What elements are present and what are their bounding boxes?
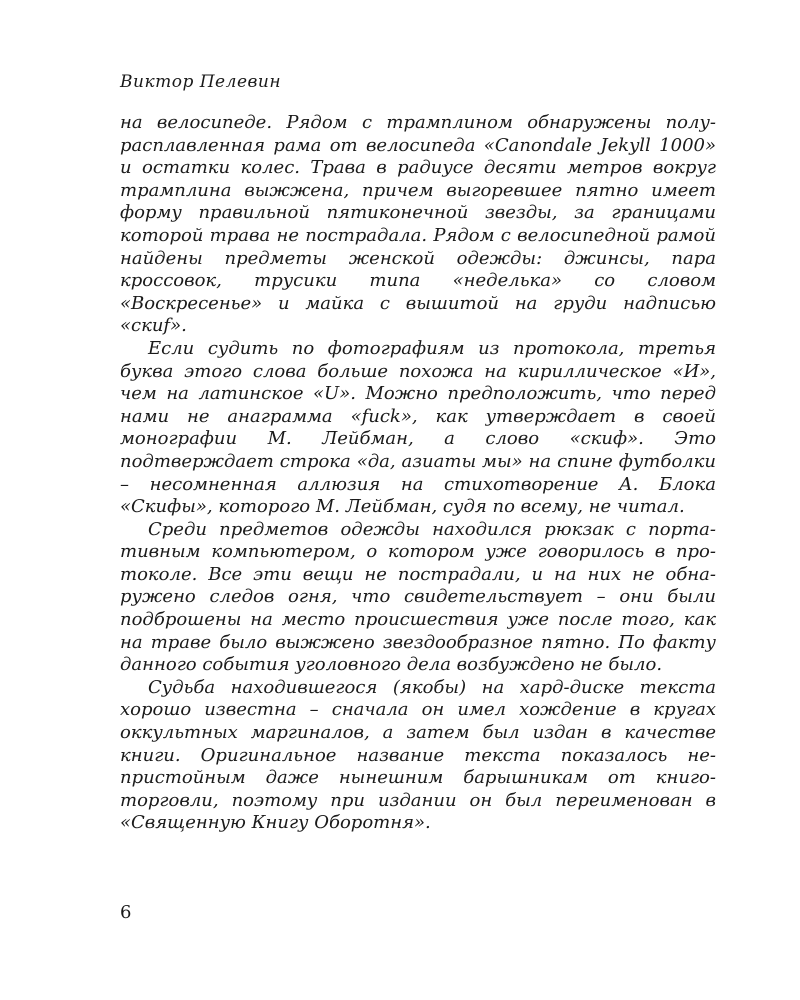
body-text [120,112,716,835]
paragraph-3: Среди предметов одежды находился рюкзак с портативным компьютером, о котором уже говорилось в протоколе. Все эти вещи не пострадали, и на них не обнаружено следов огня, что свидетельствует – они были подброшены на место происшествия уже после того, как на траве было выжжено звездообразное пятно. По факту данного события уголовного дела возбуждено не было. [120,518,716,676]
running-header-author: Виктор Пелевин [120,72,282,92]
paragraph-2: Если судить по фотографиям из протокола, третья буква этого слова больше похожа на кириллическое «И», чем на латинское «U». Можно предположить, что перед нами не анаграмма «fuck», как утверждает в своей монографии М. Лейбман, а слово «скиф». Это подтверждает строка «да, азиаты мы» на спине футболки – несомненная аллюзия на стихотворение А. Блока «Скифы», которого М. Лейбман, судя по всему, не читал. [120,337,716,518]
paragraph-4: Судьба находившегося (якобы) на хард-диске текста хорошо известна – сначала он имел хождение в кругах оккультных маргиналов, а затем был издан в качестве книги. Оригинальное название текста показалось непристойным даже нынешним барышникам от книготорговли, поэтому при издании он был переименован в «Священную Книгу Оборотня». [120,676,716,834]
paragraph-1: на велосипеде. Рядом с трамплином обнаружены полурасплавленная рама от велосипеда «Canondale Jekyll 1000» и остатки колес. Трава в радиусе десяти метров вокруг трамплина выжжена, причем выгоревшее пятно имеет форму правильной пятиконечной звезды, за границами которой трава не пострадала. Рядом с велосипедной рамой найдены предметы женской одежды: джинсы, пара кроссовок, трусики типа «неделька» со словом «Воскресенье» и майка с вышитой на груди надписью «скиf». [120,112,716,337]
page-number: 6 [120,902,132,923]
